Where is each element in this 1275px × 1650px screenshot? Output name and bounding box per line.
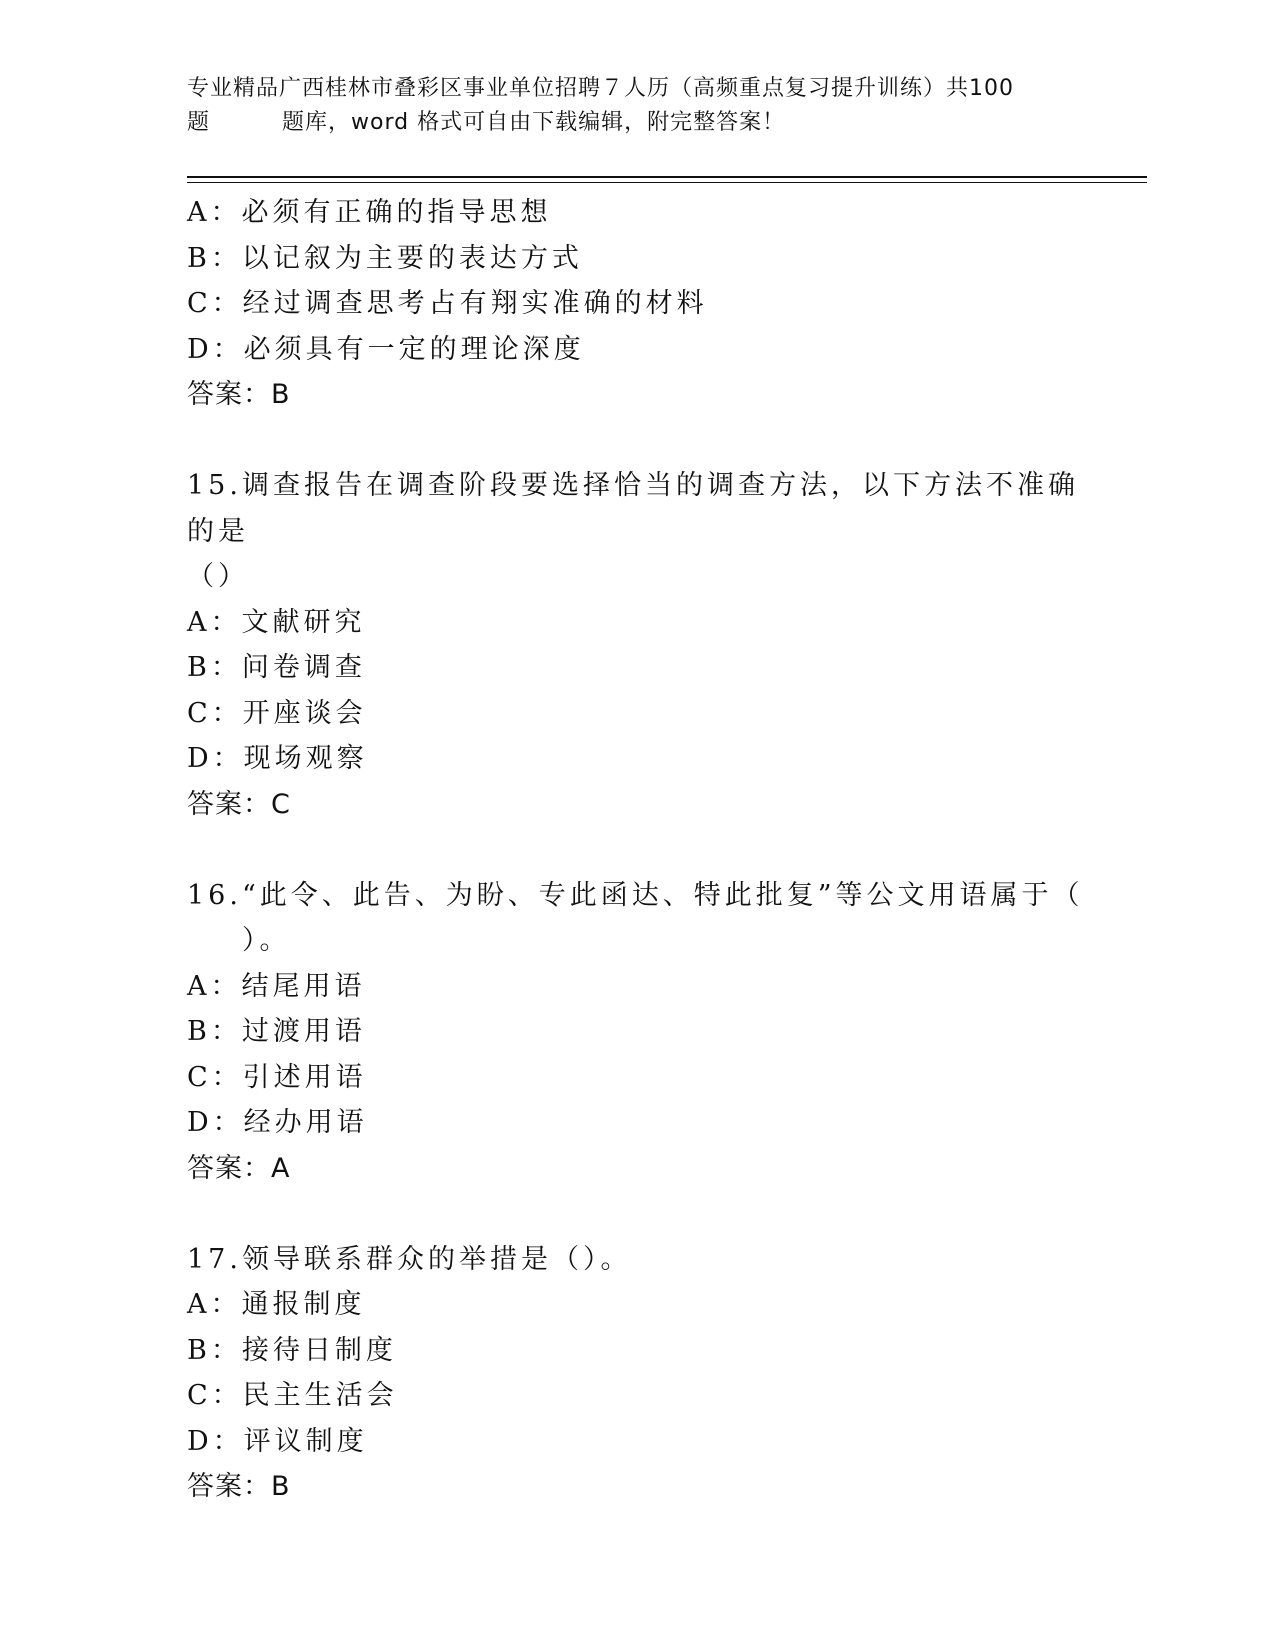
option-b: B：接待日制度: [187, 1334, 397, 1366]
header-title-line1: 专业精品广西桂林市叠彩区事业单位招聘７人历（高频重点复习提升训练）共100: [187, 76, 1014, 101]
option-d: D：必须具有一定的理论深度: [187, 333, 585, 365]
header-rule-thick: [187, 176, 1147, 178]
option-a: A：文献研究: [187, 606, 366, 638]
answer-line: 答案：B: [187, 1471, 291, 1502]
header-title-line2: [187, 106, 1087, 140]
answer-line: 答案：C: [187, 788, 291, 820]
question-14: [187, 190, 1087, 418]
question-16: [187, 873, 1087, 1192]
spacer: [187, 827, 1087, 873]
question-text: 17.领导联系群众的举措是（）。: [187, 1243, 632, 1275]
option-b: B：以记叙为主要的表达方式: [187, 242, 583, 274]
spacer: [187, 418, 1087, 464]
option-a: A：通报制度: [187, 1289, 366, 1320]
option-d: D：评议制度: [187, 1425, 368, 1457]
question-list: [187, 190, 1087, 1510]
question-text-continued: （）: [187, 561, 249, 592]
header-rule-thin: [187, 182, 1147, 183]
option-c: C：引述用语: [187, 1061, 367, 1093]
option-a: A：必须有正确的指导思想: [187, 197, 552, 228]
option-c: C：民主生活会: [187, 1380, 398, 1411]
question-15: [187, 463, 1087, 827]
question-text: 15.调查报告在调查阶段要选择恰当的调查方法，以下方法不准确的是: [187, 470, 1079, 547]
option-b: B：问卷调查: [187, 652, 366, 683]
option-d: D：经办用语: [187, 1107, 368, 1138]
question-text: 16.“此令、此告、为盼、专此函达、特此批复”等公文用语属于（: [187, 879, 1084, 911]
option-c: C：开座谈会: [187, 697, 367, 729]
header-line2-left: 题: [187, 110, 211, 135]
option-c: C：经过调查思考占有翔实准确的材料: [187, 288, 708, 319]
option-a: A：结尾用语: [187, 970, 366, 1002]
question-17: [187, 1237, 1087, 1510]
option-b: B：过渡用语: [187, 1016, 366, 1047]
question-text-continued: ）。: [242, 925, 291, 956]
spacer: [187, 1191, 1087, 1237]
document-header: [187, 72, 1087, 140]
answer-line: 答案：B: [187, 379, 291, 410]
header-line2-right: 题库，word 格式可自由下载编辑，附完整答案！: [282, 110, 786, 135]
option-d: D：现场观察: [187, 743, 368, 774]
answer-line: 答案：A: [187, 1152, 291, 1184]
